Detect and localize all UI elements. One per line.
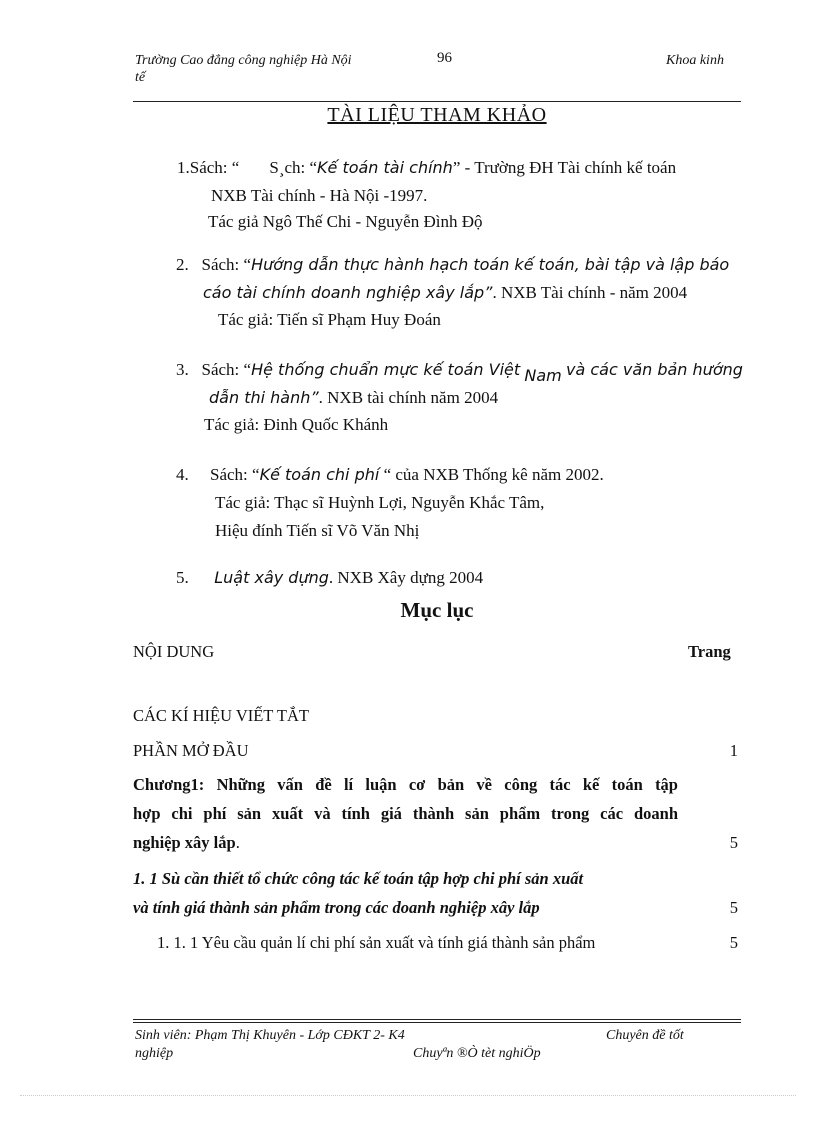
header-rule xyxy=(133,101,741,102)
ref-title: Hướng dẫn thực hành hạch toán kế toán, bài tập và lập báo xyxy=(251,255,730,274)
toc-chapter1-l3 xyxy=(133,828,240,857)
toc-abbrev: CÁC KÍ HIỆU VIẾT TẮT xyxy=(133,706,309,725)
toc-sec111-page: 5 xyxy=(729,933,738,952)
footer-rule-2 xyxy=(133,1022,741,1023)
ref-rest: ” - Trường ĐH Tài chính kế toán xyxy=(452,158,677,177)
reference-item-3-line2 xyxy=(209,384,498,412)
toc-col-page: Trang xyxy=(688,642,731,661)
reference-item-1-authors: Tác giả Ngô Thế Chi - Nguyễn Đình Độ xyxy=(208,212,483,231)
toc-sec11-l2: và tính giá thành sản phẩm trong các doanh nghiệp xây lắp xyxy=(133,898,540,917)
header-school-cont: tế xyxy=(135,70,146,85)
reference-item-1-publisher: NXB Tài chính - Hà Nội -1997. xyxy=(211,186,428,205)
page-bottom-dotted-line xyxy=(20,1095,796,1096)
toc-sec11-l1: 1. 1 Sù cần thiết tổ chức công tác kế toán tập hợp chi phí sản xuất xyxy=(133,869,584,888)
header-school: Trường Cao đẳng công nghiệp Hà Nội xyxy=(135,53,352,68)
toc-chapter1-l3-tail: . xyxy=(235,833,240,852)
header-department: Khoa kinh xyxy=(666,53,724,68)
ref-quote: “ xyxy=(305,158,318,177)
reference-item-4-editor: Hiệu đính Tiến sĩ Võ Văn Nhị xyxy=(215,521,420,540)
ref-num: 4. xyxy=(176,465,189,484)
ref-title-cont: dẫn thi hành” xyxy=(209,388,319,407)
references-title: TÀI LIỆU THAM KHẢO xyxy=(327,104,547,126)
toc-chapter1-page: 5 xyxy=(729,833,738,852)
reference-item-4-authors: Tác giả: Thạc sĩ Huỳnh Lợi, Nguyễn Khắc Tâm, xyxy=(215,493,545,512)
footer-garbled: Chuyªn ®Ò tèt nghiÖp xyxy=(413,1046,541,1061)
reference-item-3 xyxy=(176,356,743,384)
toc-sec11-page: 5 xyxy=(729,898,738,917)
ref-prefix: Sách: “ xyxy=(210,465,260,484)
ref-title: Kế toán chi phí xyxy=(259,465,380,484)
ref-title-2: và các văn bản hướng xyxy=(566,360,743,379)
ref-title: Luật xây dựng xyxy=(214,568,329,587)
ref-num: 1. xyxy=(177,158,190,177)
reference-item-3-authors: Tác giả: Đinh Quốc Khánh xyxy=(204,415,389,434)
footer-topic-cont: nghiệp xyxy=(135,1046,174,1061)
toc-intro: PHẦN MỞ ĐẦU xyxy=(133,741,249,760)
toc-intro-page: 1 xyxy=(729,741,738,760)
reference-item-1 xyxy=(177,154,676,182)
toc-chapter1-l1: Chương1: Những vấn đề lí luận cơ bản về công tác kế toán tập xyxy=(133,775,678,794)
footer-student: Sinh viên: Phạm Thị Khuyên - Lớp CĐKT 2- K4 xyxy=(135,1028,405,1043)
ref-title-cont: cáo tài chính doanh nghiệp xây lắp” xyxy=(203,283,493,302)
ref-prefix: Sách: “ xyxy=(201,255,252,274)
footer-rule-1 xyxy=(133,1019,741,1020)
toc-title: Mục lục xyxy=(400,598,474,622)
ref-title: Kế toán tài chính xyxy=(317,158,453,177)
reference-item-2 xyxy=(176,251,729,279)
toc-col-content: NỘI DUNG xyxy=(133,642,215,661)
reference-item-2-authors: Tác giả: Tiến sĩ Phạm Huy Đoán xyxy=(218,310,441,329)
reference-item-2-line2 xyxy=(203,279,687,307)
header-page-number: 96 xyxy=(437,50,452,66)
reference-item-5 xyxy=(176,564,483,592)
ref-title-nam: Nam xyxy=(524,366,562,385)
toc-chapter1-l2: hợp chi phí sản xuất và tính giá thành sản phẩm trong các doanh xyxy=(133,804,678,823)
ref-rest: . NXB Tài chính - năm 2004 xyxy=(492,283,688,302)
footer-topic: Chuyên đề tốt xyxy=(606,1028,684,1043)
ref-num: 5. xyxy=(176,568,189,587)
ref-glyph: S¸ch: xyxy=(269,158,306,177)
toc-sec111: 1. 1. 1 Yêu cầu quản lí chi phí sản xuất và tính giá thành sản phẩm xyxy=(157,933,596,952)
toc-chapter1-l3-text: nghiệp xây lắp xyxy=(133,833,236,852)
ref-rest: “ của NXB Thống kê năm 2002. xyxy=(383,465,604,484)
reference-item-4 xyxy=(176,461,604,489)
ref-num: 2. xyxy=(176,255,189,274)
ref-title: Hệ thống chuẩn mực kế toán Việt xyxy=(251,360,521,379)
ref-prefix: Sách: “ xyxy=(189,158,240,177)
ref-num: 3. xyxy=(176,360,189,379)
ref-prefix: Sách: “ xyxy=(201,360,252,379)
ref-rest: . NXB Xây dựng 2004 xyxy=(328,568,484,587)
ref-rest: . NXB tài chính năm 2004 xyxy=(318,388,499,407)
